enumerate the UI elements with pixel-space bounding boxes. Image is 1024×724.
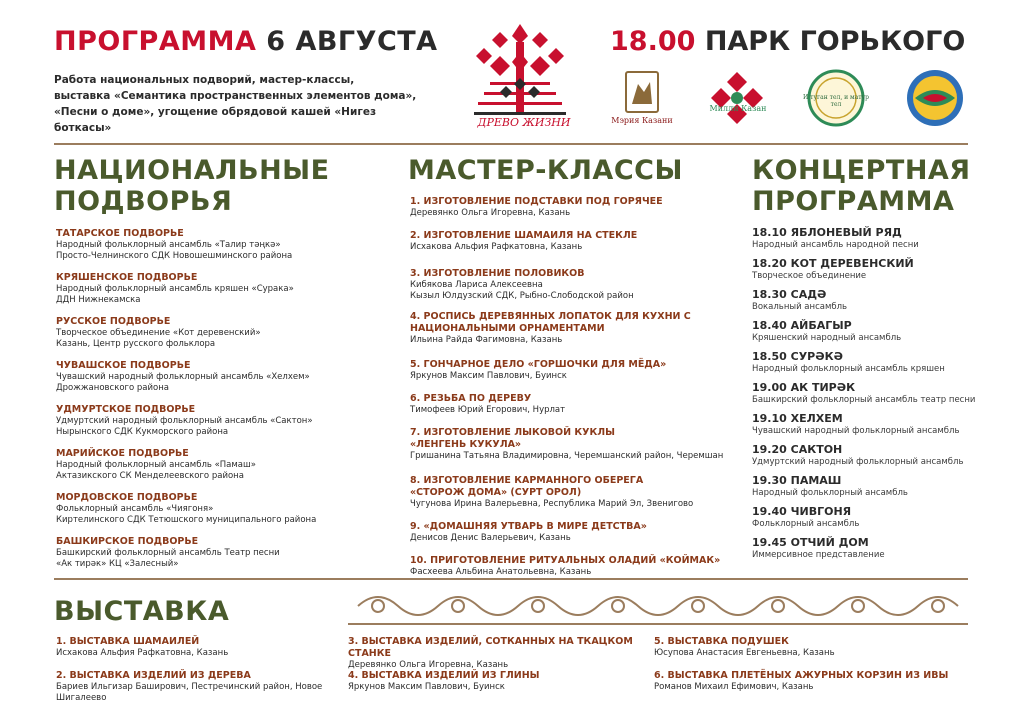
national-item: [56, 492, 356, 536]
item-title: 2. ВЫСТАВКА ИЗДЕЛИЙ ИЗ ДЕРЕВА: [56, 670, 251, 681]
item-title: 9. «ДОМАШНЯЯ УТВАРЬ В МИРЕ ДЕТСТВА»: [410, 521, 647, 532]
item-line: Юсупова Анастасия Евгеньевна, Казань: [654, 648, 835, 658]
item-line: Народный фольклорный ансамбль кряшен «Сурака»: [56, 284, 294, 294]
concert-heading: [752, 155, 971, 217]
item-title: 4. ВЫСТАВКА ИЗДЕЛИЙ ИЗ ГЛИНЫ: [348, 670, 540, 681]
item-line: Народный фольклорный ансамбль «Памаш»: [56, 460, 256, 470]
item-title: 19.45 ОТЧИЙ ДОМ: [752, 536, 869, 549]
item-line: Дрожжановского района: [56, 383, 169, 393]
master-item: [410, 311, 730, 359]
milli-kazan-caption: Милли Казан: [709, 104, 767, 113]
national-heading: [54, 155, 330, 217]
national-item: [56, 448, 356, 492]
item-line: Нырынского СДК Кукморского района: [56, 427, 229, 437]
item-line: Творческое объединение «Кот деревенский»: [56, 328, 261, 338]
concert-list: [752, 226, 982, 567]
item-line: Бариев Ильгизар Баширович, Пестречинский район, Новое Шигалеево: [56, 682, 323, 703]
description-line: выставка «Семантика пространственных элементов дома»,: [54, 90, 417, 102]
milli-kazan-logo: [707, 68, 767, 128]
kazan-mayor-caption: Мэрия Казани: [611, 116, 673, 125]
item-line: Народный фольклорный ансамбль: [752, 488, 908, 498]
item-title: 3. ВЫСТАВКА ИЗДЕЛИЙ, СОТКАННЫХ НА ТКАЦКОМ СТАНКЕ: [348, 636, 633, 659]
master-item: [410, 393, 730, 427]
national-heading-line: НАЦИОНАЛЬНЫЕ: [54, 155, 330, 186]
exhibition-item: [654, 636, 974, 659]
item-title: 10. ПРИГОТОВЛЕНИЕ РИТУАЛЬНЫХ ОЛАДИЙ «КОЙМАК»: [410, 555, 721, 566]
item-title: 6. ВЫСТАВКА ПЛЕТЁНЫХ АЖУРНЫХ КОРЗИН ИЗ ИВЫ: [654, 670, 949, 681]
tree-caption: ДРЕВО ЖИЗНИ: [477, 116, 571, 129]
item-line: Удмуртский народный фольклорный ансамбль: [752, 457, 964, 467]
item-line: Творческое объединение: [752, 271, 867, 281]
concert-item: [752, 474, 982, 505]
item-line: Иммерсивное представление: [752, 550, 885, 560]
event-place: ПАРК ГОРЬКОГО: [704, 26, 966, 57]
master-item: [410, 268, 730, 311]
item-title: 7. ИЗГОТОВЛЕНИЕ ЛЫКОВОЙ КУКЛЫ: [410, 427, 615, 438]
concert-item: [752, 443, 982, 474]
master-item: [410, 359, 730, 393]
national-item: [56, 404, 356, 448]
item-line: Ильина Райда Фагимовна, Казань: [410, 335, 563, 345]
concert-item: [752, 505, 982, 536]
concert-item: [752, 412, 982, 443]
item-title: МОРДОВСКОЕ ПОДВОРЬЕ: [56, 492, 198, 503]
item-title: 19.40 ЧИВГОНЯ: [752, 505, 852, 518]
item-line: Фасхеева Альбина Анатольевна, Казань: [410, 567, 592, 577]
item-title: «СТОРОЖ ДОМА» (СУРТ ОРОЛ): [410, 487, 582, 498]
exhibition-item: [56, 636, 346, 659]
concert-item: [752, 350, 982, 381]
item-line: Народный фольклорный ансамбль «Талир тәңкә»: [56, 240, 281, 250]
master-item: [410, 427, 730, 475]
item-title: 6. РЕЗЬБА ПО ДЕРЕВУ: [410, 393, 532, 404]
item-title: ЧУВАШСКОЕ ПОДВОРЬЕ: [56, 360, 191, 371]
item-line: Кряшенский народный ансамбль: [752, 333, 902, 343]
item-title: 19.10 ХЕЛХЕМ: [752, 412, 843, 425]
concert-item: [752, 319, 982, 350]
item-line: Чувашский народный фольклорный ансамбль «Хелхем»: [56, 372, 310, 382]
item-line: Кибякова Лариса Алексеевна: [410, 280, 543, 290]
national-item: [56, 272, 356, 316]
item-title: 18.30 САДӘ: [752, 288, 827, 301]
tatarstan-logo: [905, 68, 965, 128]
item-line: Актазикского СК Менделеевского района: [56, 471, 244, 481]
event-time-place: [610, 26, 965, 57]
item-line: Тимофеев Юрий Егорович, Нурлат: [410, 405, 566, 415]
item-title: 18.10 ЯБЛОНЕВЫЙ РЯД: [752, 226, 902, 239]
item-line: Народный фольклорный ансамбль кряшен: [752, 364, 945, 374]
ornament-band: [348, 584, 968, 626]
item-line: Яркунов Максим Павлович, Буинск: [410, 371, 567, 381]
item-line: Просто-Челнинского СДК Новошешминского района: [56, 251, 293, 261]
item-line: Исхакова Альфия Рафкатовна, Казань: [56, 648, 229, 658]
item-title: 1. ИЗГОТОВЛЕНИЕ ПОДСТАВКИ ПОД ГОРЯЧЕЕ: [410, 196, 663, 207]
concert-heading-line: КОНЦЕРТНАЯ: [752, 155, 971, 186]
item-title: НАЦИОНАЛЬНЫМИ ОРНАМЕНТАМИ: [410, 323, 605, 334]
exhibition-item: [56, 670, 346, 704]
item-line: Удмуртский народный фольклорный ансамбль «Сактон»: [56, 416, 313, 426]
master-item: [410, 230, 730, 268]
item-line: Кызыл Юлдузский СДК, Рыбно-Слободской район: [410, 291, 634, 301]
item-line: Исхакова Альфия Рафкатовна, Казань: [410, 242, 583, 252]
national-list: [56, 228, 356, 580]
item-line: Яркунов Максим Павлович, Буинск: [348, 682, 505, 692]
concert-item: [752, 226, 982, 257]
item-line: Киртелинского СДК Тетюшского муниципального района: [56, 515, 317, 525]
master-item: [410, 521, 730, 555]
item-title: УДМУРТСКОЕ ПОДВОРЬЕ: [56, 404, 196, 415]
item-title: 18.40 АЙБАГЫР: [752, 319, 852, 332]
national-heading-line: ПОДВОРЬЯ: [54, 186, 233, 217]
item-title: 1. ВЫСТАВКА ШАМАИЛЕЙ: [56, 636, 200, 647]
tree-of-life-logo: [470, 22, 570, 130]
item-line: Гришанина Татьяна Владимировна, Черемшанский район, Черемшан: [410, 451, 724, 461]
item-line: Чувашский народный фольклорный ансамбль: [752, 426, 960, 436]
item-title: 19.00 АК ТИРӘК: [752, 381, 856, 394]
top-divider: [54, 143, 968, 145]
concert-heading-line: ПРОГРАММА: [752, 186, 955, 217]
concert-item: [752, 257, 982, 288]
event-description: [54, 72, 434, 136]
item-line: «Ак тирәк» КЦ «Залесный»: [56, 559, 179, 569]
concert-item: [752, 381, 982, 412]
item-title: БАШКИРСКОЕ ПОДВОРЬЕ: [56, 536, 199, 547]
master-heading: МАСТЕР-КЛАССЫ: [408, 155, 683, 186]
tugan-tel-caption: И туган тел, и матур тел: [803, 94, 869, 108]
item-line: Народный ансамбль народной песни: [752, 240, 919, 250]
item-title: РУССКОЕ ПОДВОРЬЕ: [56, 316, 171, 327]
item-title: 8. ИЗГОТОВЛЕНИЕ КАРМАННОГО ОБЕРЕГА: [410, 475, 644, 486]
national-item: [56, 228, 356, 272]
item-title: ТАТАРСКОЕ ПОДВОРЬЕ: [56, 228, 184, 239]
master-item: [410, 475, 730, 521]
item-title: 5. ГОНЧАРНОЕ ДЕЛО «ГОРШОЧКИ ДЛЯ МЁДА»: [410, 359, 667, 370]
item-line: Романов Михаил Ефимович, Казань: [654, 682, 814, 692]
item-line: Башкирский фольклорный ансамбль Театр песни: [56, 548, 280, 558]
exhibition-item: [348, 670, 648, 693]
description-line: Работа национальных подворий, мастер-классы,: [54, 74, 355, 86]
concert-item: [752, 288, 982, 319]
item-line: Денисов Денис Валерьевич, Казань: [410, 533, 571, 543]
item-line: Казань, Центр русского фольклора: [56, 339, 216, 349]
description-line: «Песни о доме», угощение обрядовой кашей «Нигез боткасы»: [54, 106, 377, 134]
item-title: 4. РОСПИСЬ ДЕРЕВЯННЫХ ЛОПАТОК ДЛЯ КУХНИ С: [410, 311, 691, 322]
item-line: Башкирский фольклорный ансамбль театр песни: [752, 395, 976, 405]
item-title: 19.20 САКТОН: [752, 443, 843, 456]
national-item: [56, 316, 356, 360]
item-line: Деревянко Ольга Игоревна, Казань: [410, 208, 571, 218]
exhibition-item: [348, 636, 648, 671]
item-title: 19.30 ПАМАШ: [752, 474, 842, 487]
item-title: 18.20 КОТ ДЕРЕВЕНСКИЙ: [752, 257, 914, 270]
item-title: 18.50 СУРӘКӘ: [752, 350, 843, 363]
master-item: [410, 196, 730, 230]
national-item: [56, 360, 356, 404]
item-title: «ЛЕНГЕНЬ КУКУЛА»: [410, 439, 522, 450]
item-title: МАРИЙСКОЕ ПОДВОРЬЕ: [56, 448, 189, 459]
exhibition-item: [654, 670, 974, 693]
item-line: ДДН Нижнекамска: [56, 295, 141, 305]
item-title: 3. ИЗГОТОВЛЕНИЕ ПОЛОВИКОВ: [410, 268, 585, 279]
master-list: [410, 196, 730, 589]
item-line: Фольклорный ансамбль: [752, 519, 860, 529]
national-item: [56, 536, 356, 580]
concert-item: [752, 536, 982, 567]
item-line: Фольклорный ансамбль «Чиягоня»: [56, 504, 214, 514]
item-title: 2. ИЗГОТОВЛЕНИЕ ШАМАИЛЯ НА СТЕКЛЕ: [410, 230, 638, 241]
item-title: КРЯШЕНСКОЕ ПОДВОРЬЕ: [56, 272, 198, 283]
item-line: Чугунова Ирина Валерьевна, Республика Марий Эл, Звенигово: [410, 499, 694, 509]
item-title: 5. ВЫСТАВКА ПОДУШЕК: [654, 636, 789, 647]
title-date: 6 АВГУСТА: [266, 26, 438, 57]
item-line: Вокальный ансамбль: [752, 302, 848, 312]
event-time: 18.00: [610, 26, 696, 57]
exhibition-heading: ВЫСТАВКА: [54, 596, 230, 627]
title-program: ПРОГРАММА: [54, 26, 257, 57]
bottom-divider: [54, 578, 968, 580]
item-line: Деревянко Ольга Игоревна, Казань: [348, 660, 509, 670]
page-title: [54, 26, 438, 57]
